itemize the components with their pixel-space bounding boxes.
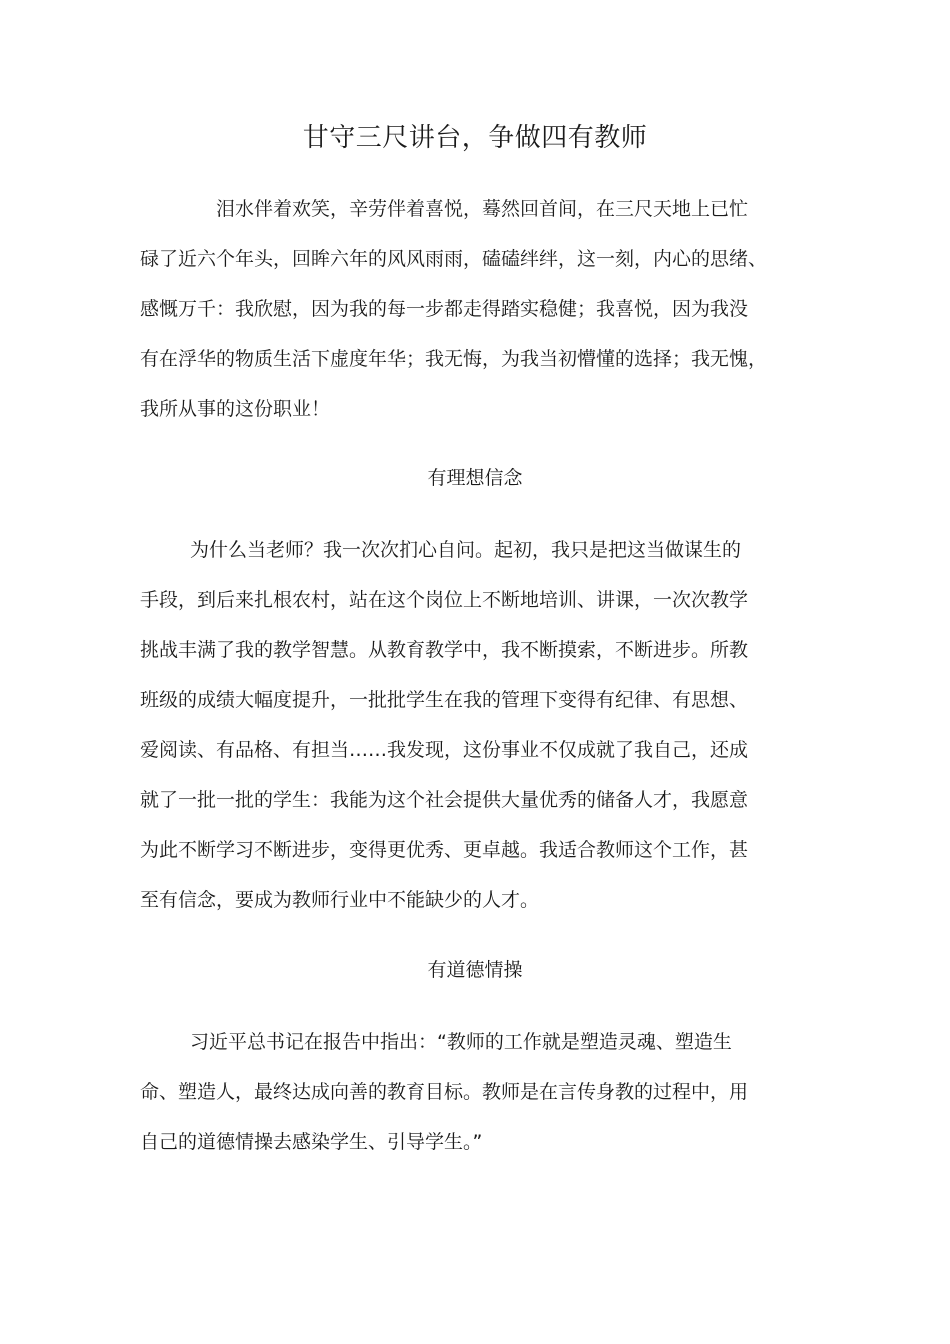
section-paragraph-morality: [140, 1017, 822, 1167]
paragraph-line: 为此不断学习不断进步，变得更优秀、更卓越。我适合教师这个工作，甚: [140, 839, 749, 861]
paragraph-line: 碌了近六个年头，回眸六年的风风雨雨，磕磕绊绊，这一刻，内心的思绪、: [140, 248, 768, 270]
document-title: 甘守三尺讲台，争做四有教师: [302, 123, 648, 153]
paragraph-line: 至有信念，要成为教师行业中不能缺少的人才。: [140, 889, 540, 911]
paragraph-line: 习近平总书记在报告中指出：“教师的工作就是塑造灵魂、塑造生: [190, 1031, 732, 1053]
paragraph-line: 挑战丰满了我的教学智慧。从教育教学中，我不断摸索，不断进步。所教: [140, 639, 749, 661]
section-heading-ideals: 有理想信念: [427, 467, 523, 489]
section-paragraph-ideals: [140, 525, 822, 925]
section-heading-morality: 有道德情操: [427, 959, 523, 981]
paragraph-line: 手段，到后来扎根农村，站在这个岗位上不断地培训、讲课，一次次教学: [140, 589, 749, 611]
paragraph-line: 就了一批一批的学生：我能为这个社会提供大量优秀的储备人才，我愿意: [140, 789, 749, 811]
paragraph-line: 我所从事的这份职业！: [140, 398, 331, 420]
intro-paragraph: [140, 184, 822, 434]
paragraph-line: 爱阅读、有品格、有担当……我发现，这份事业不仅成就了我自己，还成: [140, 739, 749, 761]
paragraph-line: 命、塑造人，最终达成向善的教育目标。教师是在言传身教的过程中，用: [140, 1081, 749, 1103]
paragraph-line: 有在浮华的物质生活下虚度年华；我无悔，为我当初懵懂的选择；我无愧，: [140, 348, 768, 370]
paragraph-line: 泪水伴着欢笑，辛劳伴着喜悦，蓦然回首间，在三尺天地上已忙: [216, 198, 749, 220]
paragraph-line: 自己的道德情操去感染学生、引导学生。”: [140, 1131, 483, 1153]
paragraph-line: 感慨万千：我欣慰，因为我的每一步都走得踏实稳健；我喜悦，因为我没: [140, 298, 749, 320]
paragraph-line: 为什么当老师？我一次次扪心自问。起初，我只是把这当做谋生的: [190, 539, 742, 561]
paragraph-line: 班级的成绩大幅度提升，一批批学生在我的管理下变得有纪律、有思想、: [140, 689, 749, 711]
